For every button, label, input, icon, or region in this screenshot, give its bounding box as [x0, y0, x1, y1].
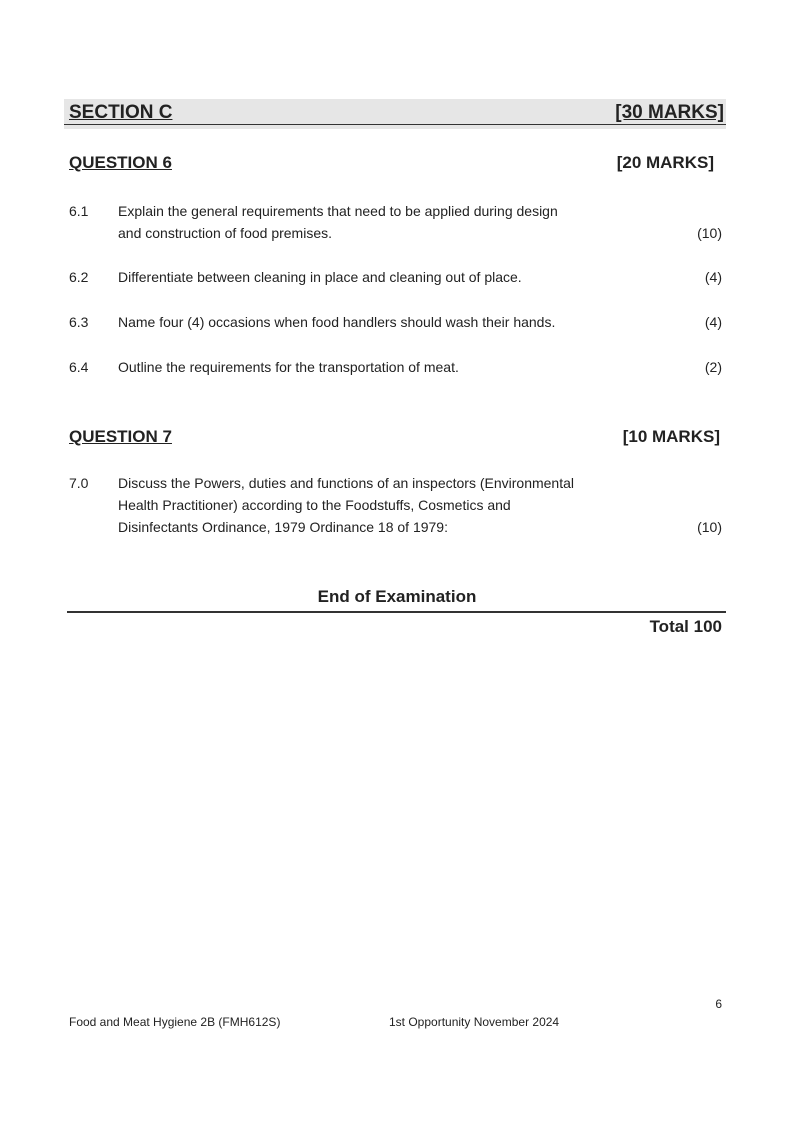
- question-7-title: QUESTION 7: [69, 427, 172, 446]
- item-marks: (10): [697, 519, 722, 535]
- item-marks: (4): [704, 314, 722, 330]
- item-marks: (4): [704, 269, 722, 285]
- footer-course: Food and Meat Hygiene 2B (FMH612S): [69, 1015, 281, 1029]
- item-text: Differentiate between cleaning in place and cleaning out of place.: [118, 269, 522, 285]
- section-underline: [64, 124, 726, 125]
- item-text: Explain the general requirements that need to be applied during design and construction of food premises.: [118, 203, 558, 241]
- section-title: SECTION C: [69, 102, 173, 123]
- total-marks: Total 100: [649, 617, 722, 636]
- end-of-examination: End of Examination: [317, 587, 477, 606]
- item-text: Outline the requirements for the transportation of meat.: [118, 359, 459, 375]
- item-number: 7.0: [69, 475, 89, 491]
- item-number: 6.4: [69, 359, 89, 375]
- item-marks: (10): [697, 225, 722, 241]
- section-marks: [30 MARKS]: [615, 102, 724, 123]
- item-number: 6.3: [69, 314, 89, 330]
- page-number: 6: [715, 997, 722, 1011]
- item-text: Discuss the Powers, duties and functions of an inspectors (Environmental Health Practitioner) according to the Foodstuffs, Cosmetics and Disinfectants Ordinance, 1979 Ordinance 18 of 1979:: [118, 475, 575, 535]
- question-6-title: QUESTION 6: [69, 153, 172, 172]
- item-text: Name four (4) occasions when food handlers should wash their hands.: [118, 314, 556, 330]
- question-7-marks: [10 MARKS]: [622, 427, 720, 446]
- item-number: 6.1: [69, 203, 89, 219]
- question-6-marks: [20 MARKS]: [616, 153, 714, 172]
- item-marks: (2): [704, 359, 722, 375]
- item-number: 6.2: [69, 269, 89, 285]
- end-divider: [67, 611, 726, 613]
- footer-opportunity: 1st Opportunity November 2024: [389, 1015, 560, 1029]
